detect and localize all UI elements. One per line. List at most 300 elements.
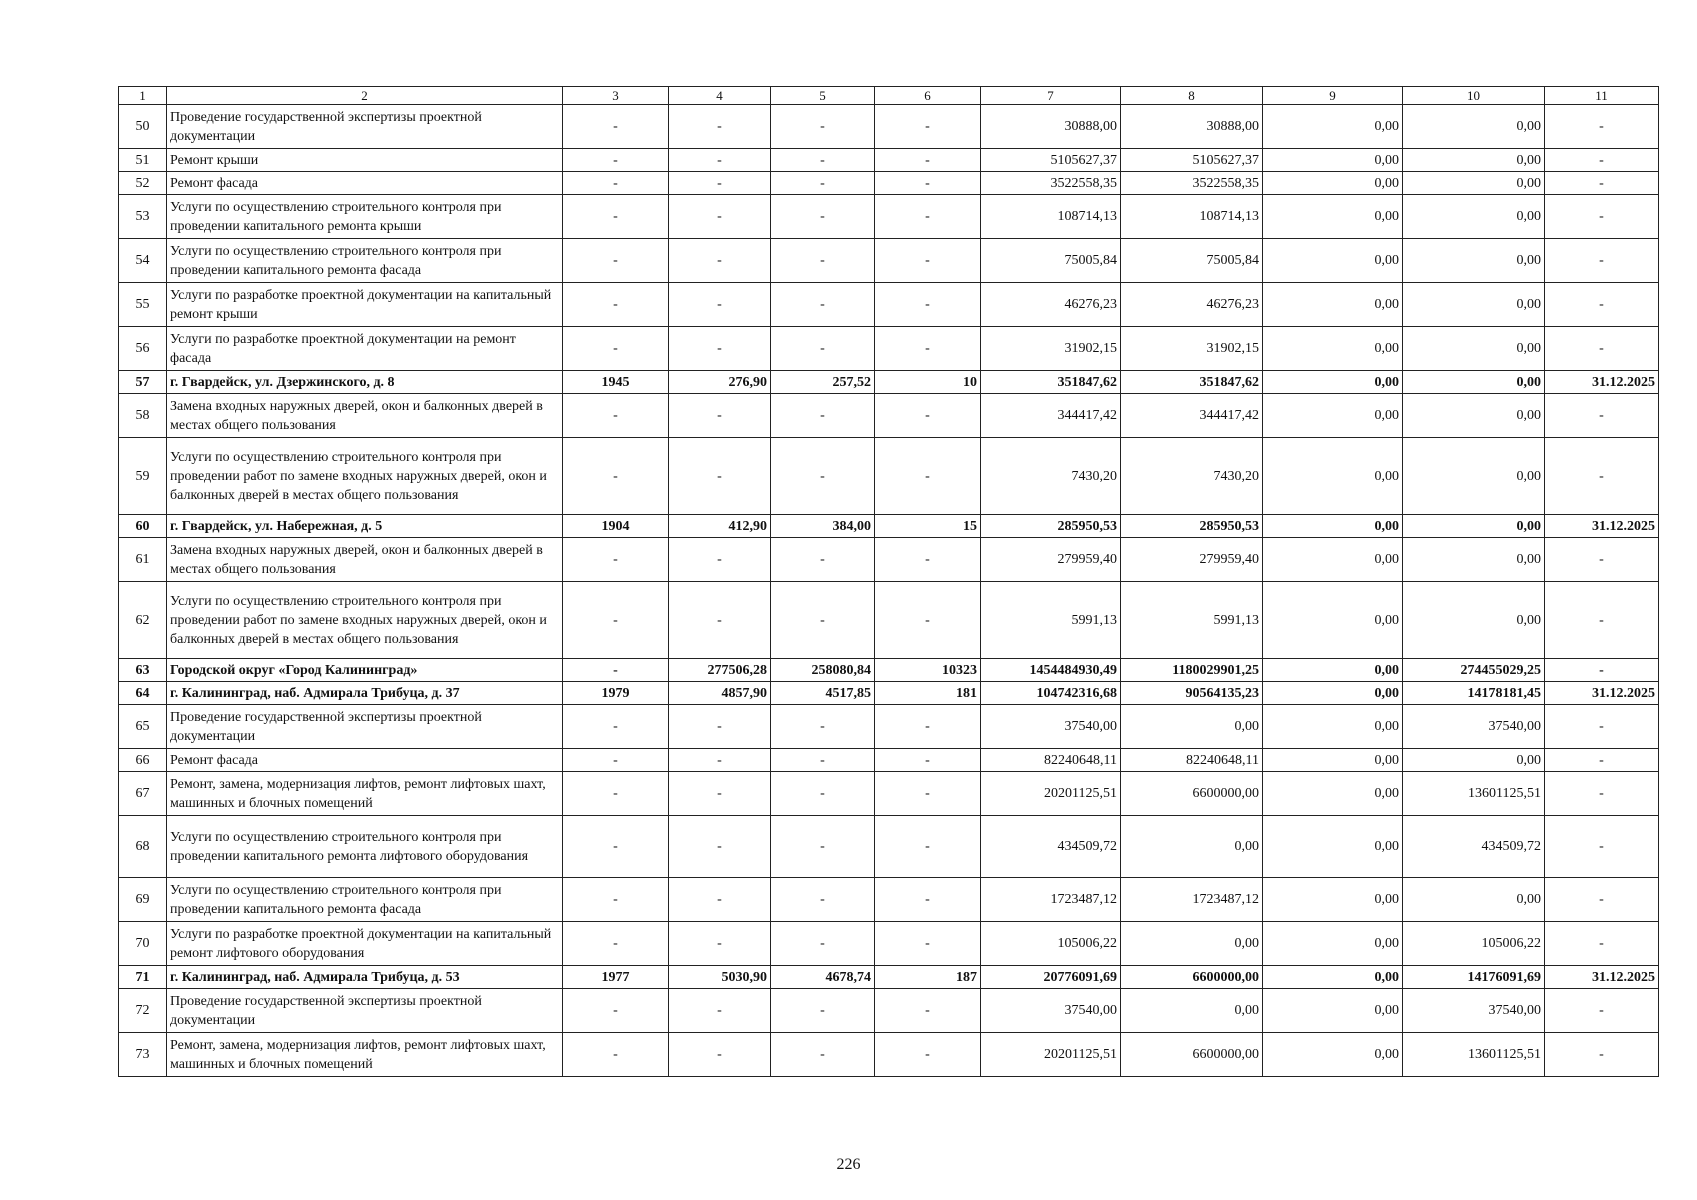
total-cost-cell: 104742316,68 xyxy=(981,682,1121,705)
total-cost-cell: 7430,20 xyxy=(981,438,1121,515)
total-cost-cell: 46276,23 xyxy=(981,283,1121,327)
area-total-cell: - xyxy=(669,195,771,239)
deadline-cell: - xyxy=(1545,195,1659,239)
area-living-cell: - xyxy=(771,816,875,878)
table-row xyxy=(119,149,1659,172)
work-name-cell: Услуги по осуществлению строительного контроля при проведении работ по замене входных наружных дверей, окон и балконных дверей в местах общего пользования xyxy=(167,438,563,515)
total-cost-cell: 434509,72 xyxy=(981,816,1121,878)
residents-cell: - xyxy=(875,878,981,922)
year-cell: 1945 xyxy=(563,371,669,394)
column-header: 3 xyxy=(563,87,669,105)
area-total-cell: - xyxy=(669,149,771,172)
total-cost-cell: 37540,00 xyxy=(981,705,1121,749)
work-name-cell: Услуги по осуществлению строительного контроля при проведении капитального ремонта фасада xyxy=(167,878,563,922)
capital-repair-table xyxy=(118,86,1659,1077)
work-name-cell: Проведение государственной экспертизы проектной документации xyxy=(167,705,563,749)
work-name-cell: г. Калининград, наб. Адмирала Трибуца, д. 53 xyxy=(167,966,563,989)
other-cost-cell: 37540,00 xyxy=(1403,705,1545,749)
other-cost-cell: 0,00 xyxy=(1403,195,1545,239)
row-number-cell: 57 xyxy=(119,371,167,394)
budget-cost-cell: 0,00 xyxy=(1263,327,1403,371)
residents-cell: - xyxy=(875,538,981,582)
row-number-cell: 50 xyxy=(119,105,167,149)
residents-cell: - xyxy=(875,283,981,327)
row-number-cell: 73 xyxy=(119,1033,167,1077)
row-number-cell: 67 xyxy=(119,772,167,816)
other-cost-cell: 0,00 xyxy=(1403,438,1545,515)
fund-cost-cell: 46276,23 xyxy=(1121,283,1263,327)
total-cost-cell: 20201125,51 xyxy=(981,1033,1121,1077)
residents-cell: - xyxy=(875,105,981,149)
table-row xyxy=(119,772,1659,816)
other-cost-cell: 0,00 xyxy=(1403,371,1545,394)
column-header: 9 xyxy=(1263,87,1403,105)
fund-cost-cell: 5105627,37 xyxy=(1121,149,1263,172)
budget-cost-cell: 0,00 xyxy=(1263,682,1403,705)
work-name-cell: Услуги по осуществлению строительного контроля при проведении капитального ремонта лифтового оборудования xyxy=(167,816,563,878)
row-number-cell: 62 xyxy=(119,582,167,659)
table-row xyxy=(119,966,1659,989)
deadline-cell: - xyxy=(1545,149,1659,172)
other-cost-cell: 0,00 xyxy=(1403,878,1545,922)
other-cost-cell: 0,00 xyxy=(1403,172,1545,195)
other-cost-cell: 0,00 xyxy=(1403,105,1545,149)
year-cell: - xyxy=(563,582,669,659)
table-row xyxy=(119,878,1659,922)
year-cell: - xyxy=(563,816,669,878)
table-row xyxy=(119,1033,1659,1077)
budget-cost-cell: 0,00 xyxy=(1263,816,1403,878)
total-cost-cell: 1454484930,49 xyxy=(981,659,1121,682)
deadline-cell: 31.12.2025 xyxy=(1545,966,1659,989)
deadline-cell: - xyxy=(1545,172,1659,195)
area-living-cell: - xyxy=(771,195,875,239)
work-name-cell: г. Калининград, наб. Адмирала Трибуца, д. 37 xyxy=(167,682,563,705)
work-name-cell: Ремонт фасада xyxy=(167,749,563,772)
area-living-cell: - xyxy=(771,582,875,659)
area-total-cell: 5030,90 xyxy=(669,966,771,989)
fund-cost-cell: 0,00 xyxy=(1121,705,1263,749)
work-name-cell: Ремонт, замена, модернизация лифтов, ремонт лифтовых шахт, машинных и блочных помещений xyxy=(167,1033,563,1077)
area-living-cell: - xyxy=(771,878,875,922)
total-cost-cell: 279959,40 xyxy=(981,538,1121,582)
column-header: 1 xyxy=(119,87,167,105)
row-number-cell: 54 xyxy=(119,239,167,283)
column-header: 11 xyxy=(1545,87,1659,105)
budget-table-sheet xyxy=(118,86,1658,1077)
other-cost-cell: 0,00 xyxy=(1403,515,1545,538)
area-living-cell: - xyxy=(771,438,875,515)
row-number-cell: 66 xyxy=(119,749,167,772)
other-cost-cell: 434509,72 xyxy=(1403,816,1545,878)
deadline-cell: - xyxy=(1545,1033,1659,1077)
deadline-cell: - xyxy=(1545,922,1659,966)
total-cost-cell: 75005,84 xyxy=(981,239,1121,283)
budget-cost-cell: 0,00 xyxy=(1263,371,1403,394)
area-living-cell: - xyxy=(771,283,875,327)
deadline-cell: - xyxy=(1545,283,1659,327)
year-cell: - xyxy=(563,538,669,582)
other-cost-cell: 0,00 xyxy=(1403,394,1545,438)
area-total-cell: - xyxy=(669,239,771,283)
residents-cell: - xyxy=(875,705,981,749)
work-name-cell: г. Гвардейск, ул. Дзержинского, д. 8 xyxy=(167,371,563,394)
work-name-cell: Ремонт, замена, модернизация лифтов, ремонт лифтовых шахт, машинных и блочных помещений xyxy=(167,772,563,816)
area-total-cell: - xyxy=(669,438,771,515)
fund-cost-cell: 1723487,12 xyxy=(1121,878,1263,922)
year-cell: - xyxy=(563,394,669,438)
residents-cell: 15 xyxy=(875,515,981,538)
residents-cell: - xyxy=(875,149,981,172)
area-total-cell: - xyxy=(669,1033,771,1077)
budget-cost-cell: 0,00 xyxy=(1263,195,1403,239)
deadline-cell: - xyxy=(1545,105,1659,149)
row-number-cell: 53 xyxy=(119,195,167,239)
table-row xyxy=(119,816,1659,878)
budget-cost-cell: 0,00 xyxy=(1263,878,1403,922)
budget-cost-cell: 0,00 xyxy=(1263,966,1403,989)
area-total-cell: - xyxy=(669,705,771,749)
total-cost-cell: 108714,13 xyxy=(981,195,1121,239)
area-living-cell: 257,52 xyxy=(771,371,875,394)
table-row xyxy=(119,327,1659,371)
area-living-cell: - xyxy=(771,922,875,966)
year-cell: - xyxy=(563,1033,669,1077)
other-cost-cell: 274455029,25 xyxy=(1403,659,1545,682)
budget-cost-cell: 0,00 xyxy=(1263,989,1403,1033)
deadline-cell: 31.12.2025 xyxy=(1545,682,1659,705)
year-cell: - xyxy=(563,705,669,749)
residents-cell: - xyxy=(875,816,981,878)
fund-cost-cell: 3522558,35 xyxy=(1121,172,1263,195)
area-total-cell: 277506,28 xyxy=(669,659,771,682)
deadline-cell: - xyxy=(1545,394,1659,438)
table-body xyxy=(119,105,1659,1077)
deadline-cell: 31.12.2025 xyxy=(1545,515,1659,538)
residents-cell: - xyxy=(875,172,981,195)
total-cost-cell: 82240648,11 xyxy=(981,749,1121,772)
row-number-cell: 68 xyxy=(119,816,167,878)
work-name-cell: Услуги по осуществлению строительного контроля при проведении капитального ремонта фасада xyxy=(167,239,563,283)
work-name-cell: Проведение государственной экспертизы проектной документации xyxy=(167,989,563,1033)
fund-cost-cell: 0,00 xyxy=(1121,989,1263,1033)
fund-cost-cell: 7430,20 xyxy=(1121,438,1263,515)
area-total-cell: - xyxy=(669,816,771,878)
total-cost-cell: 5105627,37 xyxy=(981,149,1121,172)
deadline-cell: - xyxy=(1545,438,1659,515)
deadline-cell: - xyxy=(1545,327,1659,371)
fund-cost-cell: 1180029901,25 xyxy=(1121,659,1263,682)
area-living-cell: 4517,85 xyxy=(771,682,875,705)
total-cost-cell: 351847,62 xyxy=(981,371,1121,394)
budget-cost-cell: 0,00 xyxy=(1263,438,1403,515)
fund-cost-cell: 6600000,00 xyxy=(1121,1033,1263,1077)
residents-cell: - xyxy=(875,772,981,816)
year-cell: - xyxy=(563,172,669,195)
budget-cost-cell: 0,00 xyxy=(1263,922,1403,966)
residents-cell: - xyxy=(875,749,981,772)
residents-cell: - xyxy=(875,1033,981,1077)
table-row xyxy=(119,989,1659,1033)
table-row xyxy=(119,438,1659,515)
budget-cost-cell: 0,00 xyxy=(1263,149,1403,172)
deadline-cell: - xyxy=(1545,239,1659,283)
total-cost-cell: 285950,53 xyxy=(981,515,1121,538)
deadline-cell: - xyxy=(1545,705,1659,749)
residents-cell: 10323 xyxy=(875,659,981,682)
other-cost-cell: 13601125,51 xyxy=(1403,772,1545,816)
row-number-cell: 61 xyxy=(119,538,167,582)
other-cost-cell: 0,00 xyxy=(1403,538,1545,582)
column-header: 5 xyxy=(771,87,875,105)
row-number-cell: 60 xyxy=(119,515,167,538)
year-cell: - xyxy=(563,438,669,515)
fund-cost-cell: 344417,42 xyxy=(1121,394,1263,438)
total-cost-cell: 31902,15 xyxy=(981,327,1121,371)
area-total-cell: - xyxy=(669,989,771,1033)
row-number-cell: 71 xyxy=(119,966,167,989)
row-number-cell: 65 xyxy=(119,705,167,749)
area-total-cell: - xyxy=(669,327,771,371)
table-row xyxy=(119,371,1659,394)
area-living-cell: 384,00 xyxy=(771,515,875,538)
area-living-cell: - xyxy=(771,327,875,371)
fund-cost-cell: 75005,84 xyxy=(1121,239,1263,283)
table-row xyxy=(119,682,1659,705)
budget-cost-cell: 0,00 xyxy=(1263,772,1403,816)
work-name-cell: Городской округ «Город Калининград» xyxy=(167,659,563,682)
total-cost-cell: 30888,00 xyxy=(981,105,1121,149)
column-header: 2 xyxy=(167,87,563,105)
year-cell: 1979 xyxy=(563,682,669,705)
table-row xyxy=(119,105,1659,149)
fund-cost-cell: 0,00 xyxy=(1121,922,1263,966)
area-living-cell: - xyxy=(771,149,875,172)
fund-cost-cell: 0,00 xyxy=(1121,816,1263,878)
residents-cell: - xyxy=(875,239,981,283)
year-cell: - xyxy=(563,749,669,772)
table-row xyxy=(119,582,1659,659)
total-cost-cell: 37540,00 xyxy=(981,989,1121,1033)
work-name-cell: Замена входных наружных дверей, окон и балконных дверей в местах общего пользования xyxy=(167,394,563,438)
table-row xyxy=(119,283,1659,327)
table-row xyxy=(119,705,1659,749)
row-number-cell: 63 xyxy=(119,659,167,682)
year-cell: - xyxy=(563,195,669,239)
fund-cost-cell: 6600000,00 xyxy=(1121,772,1263,816)
column-header: 10 xyxy=(1403,87,1545,105)
other-cost-cell: 13601125,51 xyxy=(1403,1033,1545,1077)
year-cell: - xyxy=(563,772,669,816)
area-living-cell: - xyxy=(771,538,875,582)
work-name-cell: Проведение государственной экспертизы проектной документации xyxy=(167,105,563,149)
other-cost-cell: 14176091,69 xyxy=(1403,966,1545,989)
budget-cost-cell: 0,00 xyxy=(1263,582,1403,659)
other-cost-cell: 105006,22 xyxy=(1403,922,1545,966)
work-name-cell: Услуги по разработке проектной документации на ремонт фасада xyxy=(167,327,563,371)
area-living-cell: - xyxy=(771,749,875,772)
year-cell: - xyxy=(563,989,669,1033)
budget-cost-cell: 0,00 xyxy=(1263,172,1403,195)
fund-cost-cell: 285950,53 xyxy=(1121,515,1263,538)
deadline-cell: - xyxy=(1545,772,1659,816)
total-cost-cell: 20776091,69 xyxy=(981,966,1121,989)
budget-cost-cell: 0,00 xyxy=(1263,105,1403,149)
area-living-cell: - xyxy=(771,239,875,283)
year-cell: - xyxy=(563,149,669,172)
other-cost-cell: 0,00 xyxy=(1403,283,1545,327)
fund-cost-cell: 82240648,11 xyxy=(1121,749,1263,772)
area-total-cell: - xyxy=(669,394,771,438)
year-cell: - xyxy=(563,327,669,371)
fund-cost-cell: 6600000,00 xyxy=(1121,966,1263,989)
area-living-cell: - xyxy=(771,1033,875,1077)
residents-cell: - xyxy=(875,438,981,515)
residents-cell: - xyxy=(875,327,981,371)
year-cell: - xyxy=(563,922,669,966)
work-name-cell: г. Гвардейск, ул. Набережная, д. 5 xyxy=(167,515,563,538)
work-name-cell: Ремонт фасада xyxy=(167,172,563,195)
budget-cost-cell: 0,00 xyxy=(1263,394,1403,438)
column-header: 7 xyxy=(981,87,1121,105)
area-living-cell: - xyxy=(771,172,875,195)
total-cost-cell: 20201125,51 xyxy=(981,772,1121,816)
year-cell: - xyxy=(563,239,669,283)
budget-cost-cell: 0,00 xyxy=(1263,749,1403,772)
fund-cost-cell: 90564135,23 xyxy=(1121,682,1263,705)
row-number-cell: 64 xyxy=(119,682,167,705)
residents-cell: - xyxy=(875,989,981,1033)
budget-cost-cell: 0,00 xyxy=(1263,283,1403,327)
table-row xyxy=(119,239,1659,283)
row-number-cell: 52 xyxy=(119,172,167,195)
row-number-cell: 51 xyxy=(119,149,167,172)
total-cost-cell: 344417,42 xyxy=(981,394,1121,438)
residents-cell: - xyxy=(875,582,981,659)
area-total-cell: 276,90 xyxy=(669,371,771,394)
deadline-cell: - xyxy=(1545,582,1659,659)
budget-cost-cell: 0,00 xyxy=(1263,239,1403,283)
table-row xyxy=(119,922,1659,966)
deadline-cell: - xyxy=(1545,816,1659,878)
total-cost-cell: 105006,22 xyxy=(981,922,1121,966)
row-number-cell: 70 xyxy=(119,922,167,966)
total-cost-cell: 3522558,35 xyxy=(981,172,1121,195)
table-row xyxy=(119,659,1659,682)
work-name-cell: Замена входных наружных дверей, окон и балконных дверей в местах общего пользования xyxy=(167,538,563,582)
area-living-cell: - xyxy=(771,989,875,1033)
work-name-cell: Услуги по разработке проектной документации на капитальный ремонт лифтового оборудования xyxy=(167,922,563,966)
work-name-cell: Услуги по разработке проектной документации на капитальный ремонт крыши xyxy=(167,283,563,327)
area-total-cell: - xyxy=(669,582,771,659)
table-row xyxy=(119,749,1659,772)
table-row xyxy=(119,538,1659,582)
row-number-cell: 56 xyxy=(119,327,167,371)
column-header: 6 xyxy=(875,87,981,105)
other-cost-cell: 37540,00 xyxy=(1403,989,1545,1033)
work-name-cell: Услуги по осуществлению строительного контроля при проведении работ по замене входных наружных дверей, окон и балконных дверей в местах общего пользования xyxy=(167,582,563,659)
year-cell: - xyxy=(563,105,669,149)
year-cell: - xyxy=(563,878,669,922)
fund-cost-cell: 30888,00 xyxy=(1121,105,1263,149)
area-total-cell: - xyxy=(669,772,771,816)
year-cell: 1904 xyxy=(563,515,669,538)
fund-cost-cell: 351847,62 xyxy=(1121,371,1263,394)
deadline-cell: - xyxy=(1545,749,1659,772)
residents-cell: - xyxy=(875,394,981,438)
deadline-cell: - xyxy=(1545,659,1659,682)
column-number-header-row xyxy=(119,87,1659,105)
area-living-cell: 4678,74 xyxy=(771,966,875,989)
area-total-cell: - xyxy=(669,922,771,966)
residents-cell: - xyxy=(875,195,981,239)
other-cost-cell: 0,00 xyxy=(1403,749,1545,772)
deadline-cell: - xyxy=(1545,538,1659,582)
budget-cost-cell: 0,00 xyxy=(1263,515,1403,538)
residents-cell: 10 xyxy=(875,371,981,394)
other-cost-cell: 0,00 xyxy=(1403,149,1545,172)
row-number-cell: 58 xyxy=(119,394,167,438)
area-living-cell: - xyxy=(771,394,875,438)
table-row xyxy=(119,172,1659,195)
residents-cell: 181 xyxy=(875,682,981,705)
area-total-cell: - xyxy=(669,105,771,149)
residents-cell: - xyxy=(875,922,981,966)
column-header: 4 xyxy=(669,87,771,105)
row-number-cell: 72 xyxy=(119,989,167,1033)
total-cost-cell: 1723487,12 xyxy=(981,878,1121,922)
area-total-cell: - xyxy=(669,878,771,922)
area-total-cell: - xyxy=(669,538,771,582)
table-row xyxy=(119,394,1659,438)
deadline-cell: 31.12.2025 xyxy=(1545,371,1659,394)
fund-cost-cell: 31902,15 xyxy=(1121,327,1263,371)
budget-cost-cell: 0,00 xyxy=(1263,1033,1403,1077)
fund-cost-cell: 279959,40 xyxy=(1121,538,1263,582)
row-number-cell: 55 xyxy=(119,283,167,327)
area-total-cell: 4857,90 xyxy=(669,682,771,705)
budget-cost-cell: 0,00 xyxy=(1263,705,1403,749)
residents-cell: 187 xyxy=(875,966,981,989)
work-name-cell: Услуги по осуществлению строительного контроля при проведении капитального ремонта крыши xyxy=(167,195,563,239)
year-cell: - xyxy=(563,659,669,682)
area-total-cell: 412,90 xyxy=(669,515,771,538)
deadline-cell: - xyxy=(1545,989,1659,1033)
fund-cost-cell: 5991,13 xyxy=(1121,582,1263,659)
table-row xyxy=(119,195,1659,239)
page-number: 226 xyxy=(836,1156,861,1173)
other-cost-cell: 0,00 xyxy=(1403,582,1545,659)
deadline-cell: - xyxy=(1545,878,1659,922)
work-name-cell: Ремонт крыши xyxy=(167,149,563,172)
area-living-cell: - xyxy=(771,105,875,149)
table-row xyxy=(119,515,1659,538)
other-cost-cell: 14178181,45 xyxy=(1403,682,1545,705)
column-header: 8 xyxy=(1121,87,1263,105)
budget-cost-cell: 0,00 xyxy=(1263,659,1403,682)
row-number-cell: 59 xyxy=(119,438,167,515)
other-cost-cell: 0,00 xyxy=(1403,327,1545,371)
fund-cost-cell: 108714,13 xyxy=(1121,195,1263,239)
budget-cost-cell: 0,00 xyxy=(1263,538,1403,582)
area-living-cell: - xyxy=(771,772,875,816)
area-living-cell: - xyxy=(771,705,875,749)
area-total-cell: - xyxy=(669,172,771,195)
area-total-cell: - xyxy=(669,749,771,772)
area-living-cell: 258080,84 xyxy=(771,659,875,682)
row-number-cell: 69 xyxy=(119,878,167,922)
year-cell: - xyxy=(563,283,669,327)
